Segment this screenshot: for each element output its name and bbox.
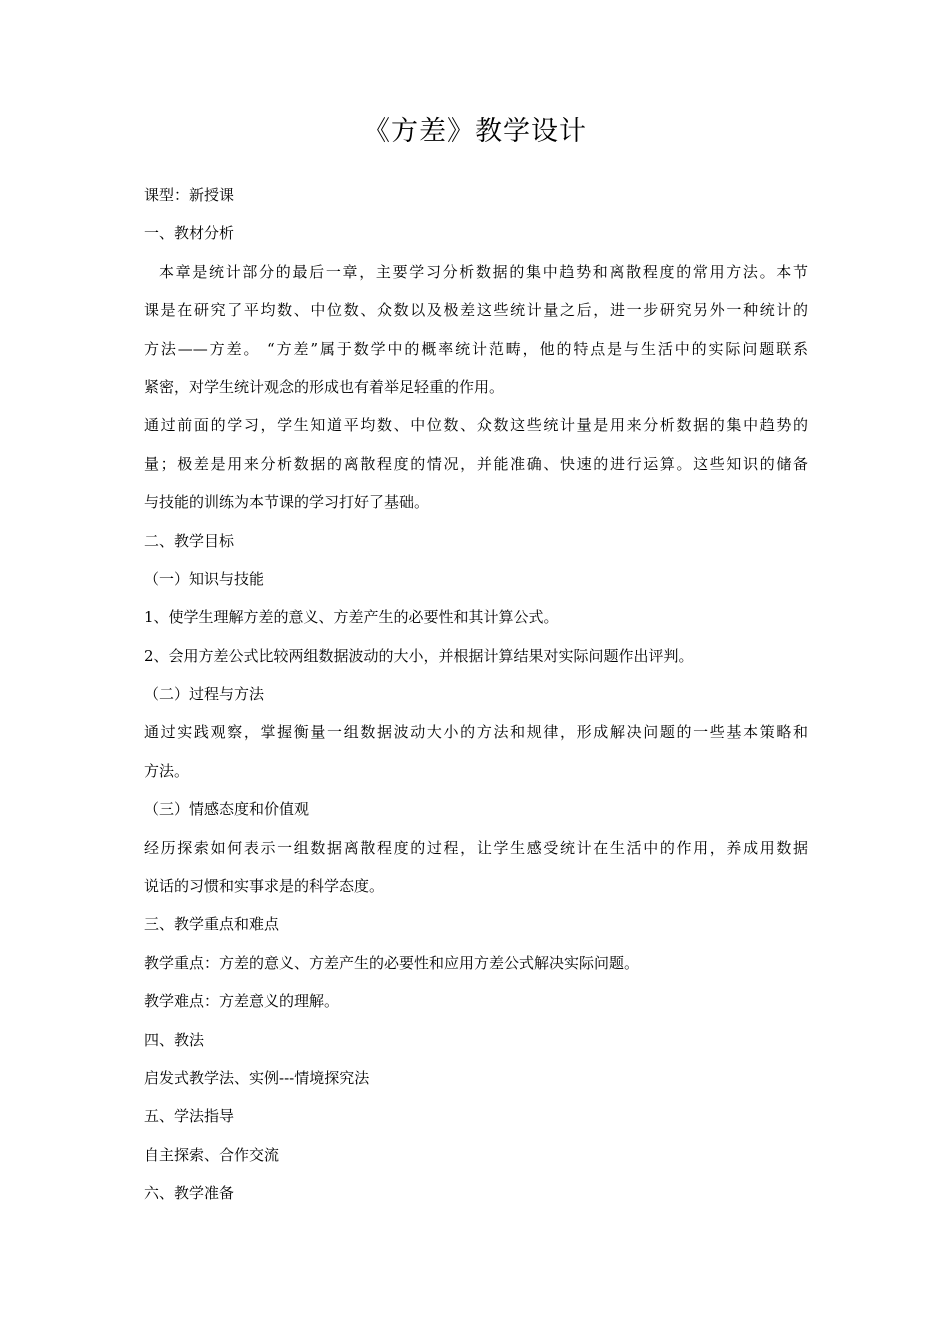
text-line: 紧密，对学生统计观念的形成也有着举足轻重的作用。 <box>144 377 505 396</box>
text-line: 方法。 <box>144 761 190 780</box>
text-line: 1、使学生理解方差的意义、方差产生的必要性和其计算公式。 <box>144 608 559 627</box>
text-line: 2、会用方差公式比较两组数据波动的大小，并根据计算结果对实际问题作出评判。 <box>144 646 694 665</box>
document-body <box>144 176 808 1213</box>
text-line: 说话的习惯和实事求是的科学态度。 <box>144 877 385 896</box>
text-line: 二、教学目标 <box>144 531 235 550</box>
text-line: 六、教学准备 <box>144 1184 235 1203</box>
text-line: 本章是统计部分的最后一章，主要学习分析数据的集中趋势和离散程度的常用方法。本节 <box>159 262 808 281</box>
text-line: 一、教材分析 <box>144 224 235 243</box>
text-line: 方法——方差。 “方差”属于数学中的概率统计范畴，他的特点是与生活中的实际问题联系 <box>144 339 808 358</box>
text-line: （二）过程与方法 <box>144 685 265 704</box>
text-line: 通过前面的学习，学生知道平均数、中位数、众数这些统计量是用来分析数据的集中趋势的 <box>144 416 808 435</box>
text-line: 与技能的训练为本节课的学习打好了基础。 <box>144 493 430 512</box>
text-line: 四、教法 <box>144 1030 205 1049</box>
text-line: （三）情感态度和价值观 <box>144 800 310 819</box>
text-line: 课是在研究了平均数、中位数、众数以及极差这些统计量之后，进一步研究另外一种统计的 <box>144 301 808 320</box>
text-line: （一）知识与技能 <box>144 569 265 588</box>
text-line: 教学难点：方差意义的理解。 <box>144 992 340 1011</box>
text-line: 教学重点：方差的意义、方差产生的必要性和应用方差公式解决实际问题。 <box>144 953 640 972</box>
text-line: 通过实践观察，掌握衡量一组数据波动大小的方法和规律，形成解决问题的一些基本策略和 <box>144 723 808 742</box>
text-line: 五、学法指导 <box>144 1107 235 1126</box>
text-line: 自主探索、合作交流 <box>144 1145 280 1164</box>
text-line: 三、教学重点和难点 <box>144 915 280 934</box>
text-line: 量；极差是用来分析数据的离散程度的情况，并能准确、快速的进行运算。这些知识的储备 <box>144 454 808 473</box>
text-line: 经历探索如何表示一组数据离散程度的过程，让学生感受统计在生活中的作用，养成用数据 <box>144 838 808 857</box>
text-line: 启发式教学法、实例---情境探究法 <box>144 1068 370 1087</box>
text-line: 课型：新授课 <box>144 186 235 204</box>
document-title: 《方差》教学设计 <box>363 116 587 147</box>
